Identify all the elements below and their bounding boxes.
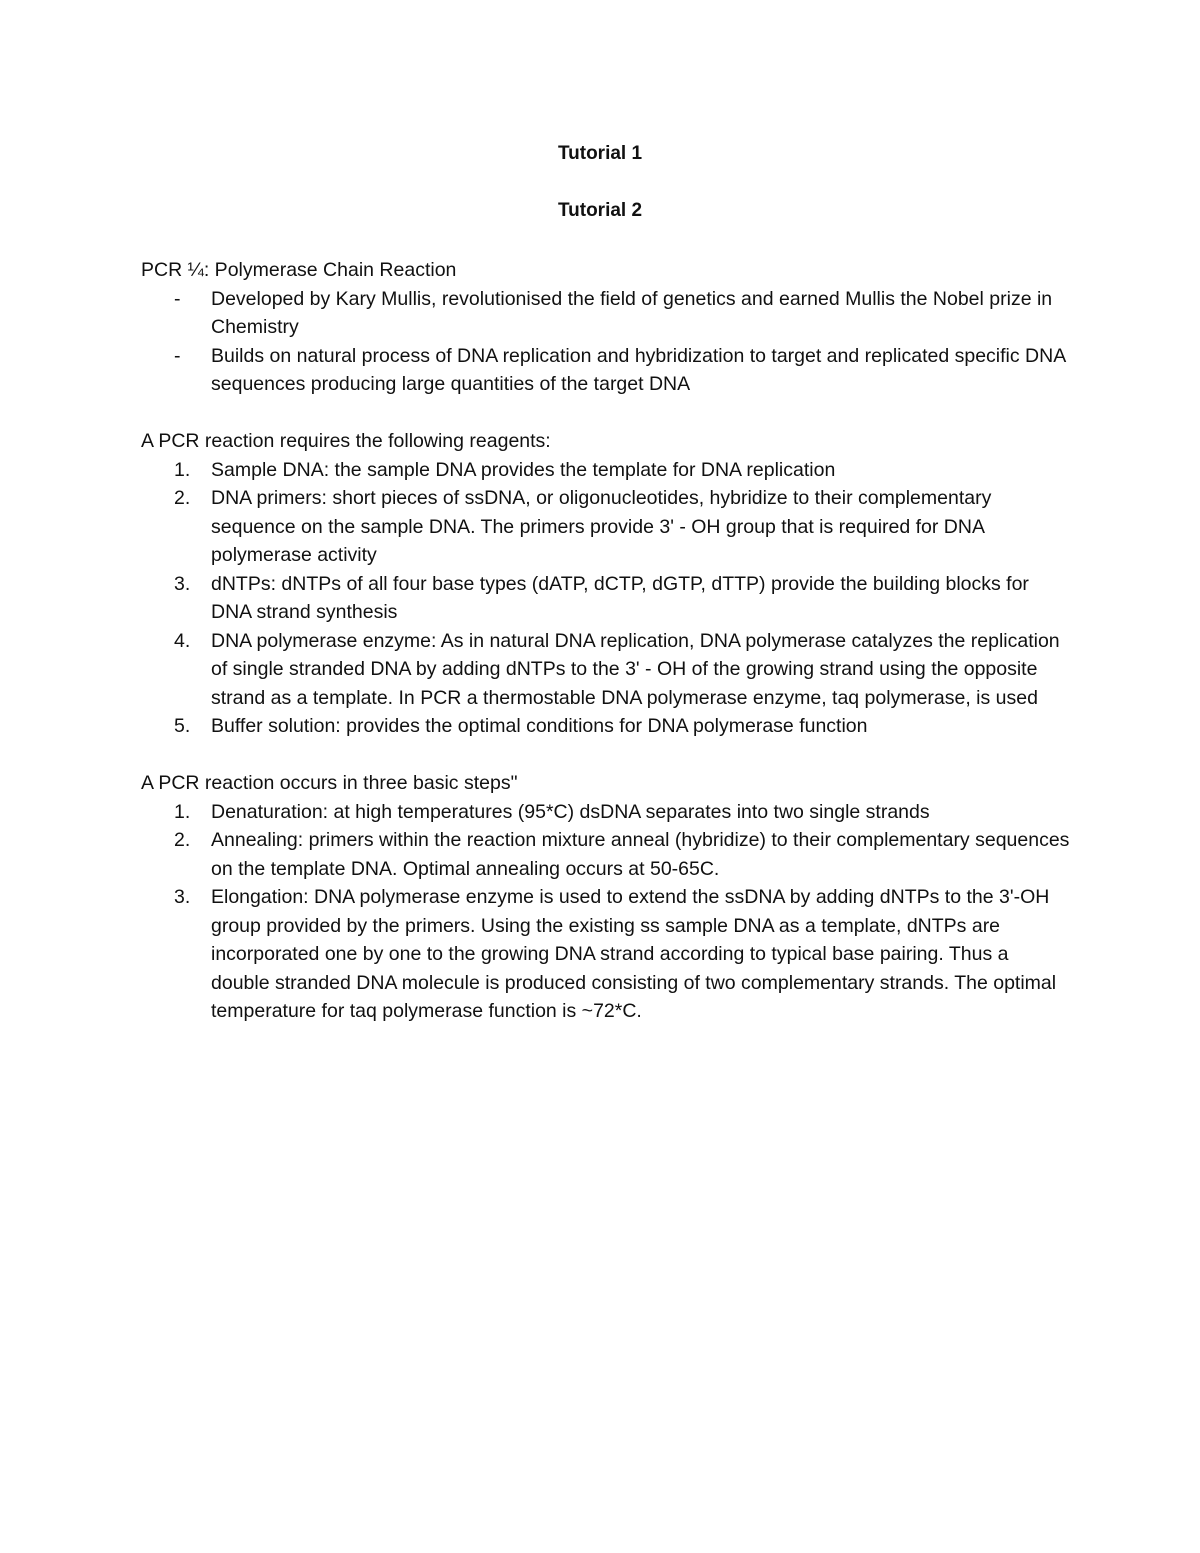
steps-section-title: A PCR reaction occurs in three basic steps" xyxy=(141,772,518,794)
list-item-text: Developed by Kary Mullis, revolutionised the field of genetics and earned Mullis the Nobel prize in Chemistry xyxy=(211,287,1053,338)
list-marker: - xyxy=(174,344,181,367)
list-item xyxy=(141,456,1071,485)
pcr-section-title: PCR ¼: Polymerase Chain Reaction xyxy=(141,259,457,281)
reagents-section-title: A PCR reaction requires the following reagents: xyxy=(141,430,551,452)
list-item xyxy=(141,826,1071,883)
list-item xyxy=(141,342,1071,399)
list-marker: 5. xyxy=(174,715,191,737)
list-marker: 3. xyxy=(174,572,191,595)
list-marker: - xyxy=(174,287,181,310)
document-body xyxy=(141,256,1071,1026)
list-marker: 2. xyxy=(174,829,191,851)
list-marker: 3. xyxy=(174,886,191,908)
list-item-text: DNA primers: short pieces of ssDNA, or oligonucleotides, hybridize to their complementary sequence on the sample DNA. The primers provide 3' - OH group that is required for DNA polymerase activity xyxy=(211,487,992,566)
list-item xyxy=(141,484,1071,570)
heading-tutorial-1: Tutorial 1 xyxy=(557,143,643,164)
list-item xyxy=(141,798,1071,827)
list-marker: 1. xyxy=(174,458,191,481)
heading-tutorial-2: Tutorial 2 xyxy=(557,200,643,221)
list-item xyxy=(141,712,1071,741)
list-marker: 4. xyxy=(174,629,191,652)
list-item xyxy=(141,285,1071,342)
list-item-text: Sample DNA: the sample DNA provides the template for DNA replication xyxy=(211,458,836,481)
paragraph-gap xyxy=(141,399,1071,428)
list-item-text: Builds on natural process of DNA replication and hybridization to target and replicated specific DNA sequences producing large quantities of the target DNA xyxy=(211,344,1066,395)
list-item-text: Denaturation: at high temperatures (95*C) dsDNA separates into two single strands xyxy=(211,800,930,823)
list-item-text: DNA polymerase enzyme: As in natural DNA replication, DNA polymerase catalyzes the replication of single stranded DNA by adding dNTPs to the 3' - OH of the growing strand using the opposite strand as a template. In PCR a thermostable DNA polymerase enzyme, taq polymerase, is used xyxy=(211,629,1060,709)
list-marker: 2. xyxy=(174,487,191,509)
list-item xyxy=(141,883,1071,1026)
list-item-text: dNTPs: dNTPs of all four base types (dATP, dCTP, dGTP, dTTP) provide the building blocks for DNA strand synthesis xyxy=(211,572,1029,623)
list-item-text: Elongation: DNA polymerase enzyme is used to extend the ssDNA by adding dNTPs to the 3'-OH group provided by the primers. Using the existing ss sample DNA as a template, dNTPs are incorporated one by one to the growing DNA strand according to typical base pairing. Thus a double stranded DNA molecule is produced consisting of two complementary strands. The optimal temperature for taq polymerase function is ~72*C. xyxy=(211,886,1057,1022)
list-item xyxy=(141,627,1071,713)
list-item xyxy=(141,570,1071,627)
list-item-text: Annealing: primers within the reaction mixture anneal (hybridize) to their complementary sequences on the template DNA. Optimal annealing occurs at 50-65C. xyxy=(211,829,1070,880)
list-marker: 1. xyxy=(174,800,191,823)
list-item-text: Buffer solution: provides the optimal conditions for DNA polymerase function xyxy=(211,715,868,737)
paragraph-gap xyxy=(141,741,1071,770)
